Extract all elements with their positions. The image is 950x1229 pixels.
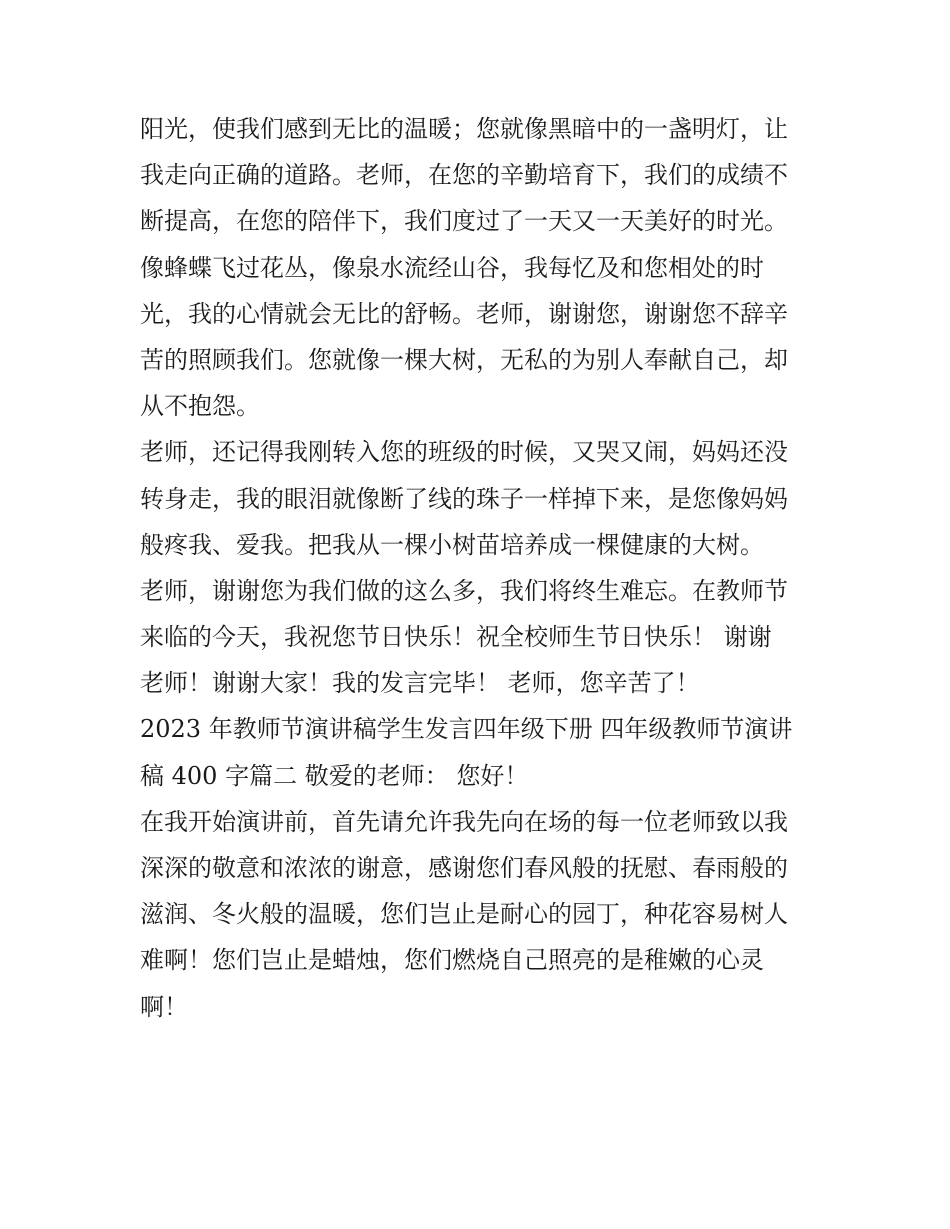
text-line: 转身走，我的眼泪就像断了线的珠子一样掉下来，是您像妈妈 [140,484,788,513]
text-line: 我走向正确的道路。老师，在您的辛勤培育下，我们的成绩不 [140,161,788,190]
text-line: 在我开始演讲前，首先请允许我先向在场的每一位老师致以我 [140,807,788,836]
text-line: 难啊！您们岂止是蜡烛，您们燃烧自己照亮的是稚嫩的心灵 [140,946,764,975]
text-line: 老师！谢谢大家！我的发言完毕！ 老师，您辛苦了！ [140,669,700,698]
text-line: 来临的今天，我祝您节日快乐！祝全校师生节日快乐！ 谢谢 [140,623,772,652]
text-line: 老师，还记得我刚转入您的班级的时候，又哭又闹，妈妈还没 [140,438,788,467]
text-line: 阳光，使我们感到无比的温暖；您就像黑暗中的一盏明灯，让 [140,115,788,143]
text-line: 断提高，在您的陪伴下，我们度过了一天又一天美好的时光。 [140,207,788,236]
title-line: 2023 年教师节演讲稿学生发言四年级下册 四年级教师节演讲 [140,715,793,744]
text-line: 苦的照顾我们。您就像一棵大树，无私的为别人奉献自己，却 [140,345,788,374]
text-line: 啊！ [140,992,188,1021]
text-line: 般疼我、爱我。把我从一棵小树苗培养成一棵健康的大树。 [140,530,764,559]
text-line: 从不抱怨。 [140,392,260,421]
text-line: 深深的敬意和浓浓的谢意，感谢您们春风般的抚慰、春雨般的 [140,854,788,882]
text-line: 像蜂蝶飞过花丛，像泉水流经山谷，我每忆及和您相处的时 [140,253,764,282]
speech-text-body [140,106,820,1030]
title-line: 稿 400 字篇二 敬爱的老师： 您好！ [140,761,529,790]
text-line: 老师，谢谢您为我们做的这么多，我们将终生难忘。在教师节 [140,576,788,605]
text-line: 滋润、冬火般的温暖，您们岂止是耐心的园丁，种花容易树人 [140,900,788,929]
text-line: 光，我的心情就会无比的舒畅。老师，谢谢您，谢谢您不辞辛 [140,299,788,328]
